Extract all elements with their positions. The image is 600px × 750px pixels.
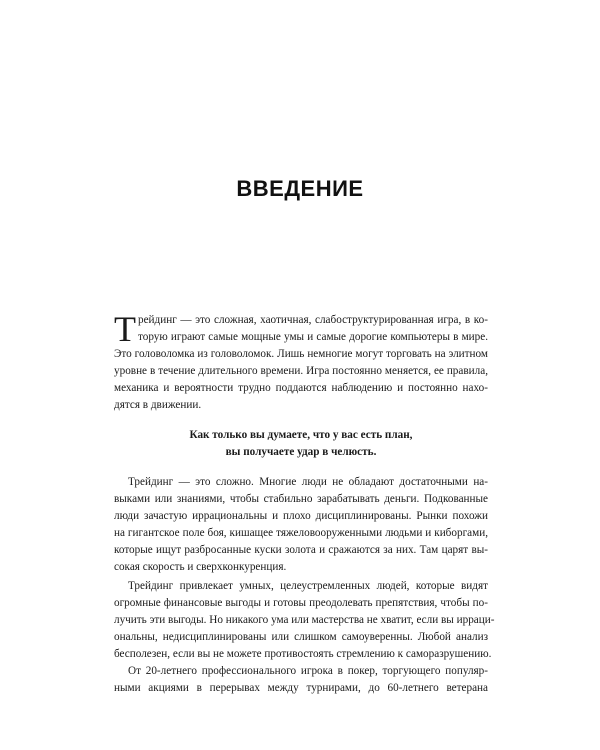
paragraph	[114, 578, 495, 663]
drop-cap: Т	[114, 309, 136, 349]
paragraph-line: выками или знаниями, чтобы стабильно зарабатывать деньги. Подкованные	[114, 493, 488, 505]
paragraph	[114, 663, 488, 697]
intro-line: рейдинг — это сложная, хаотичная, слабоструктурированная игра, в ко-	[138, 314, 488, 326]
paragraph-line: которые ищут разбросанные куски золота и сражаются за них. Там царят вы-	[114, 544, 488, 556]
paragraph-line: ными акциями в перерывах между турнирами, до 60-летнего ветерана	[114, 682, 488, 694]
intro-line: уровне в течение длительного времени. Игра постоянно меняется, ее правила,	[114, 365, 488, 377]
paragraph-line: на гигантское поле боя, кишащее тяжеловооруженными людьми и киборгами,	[114, 527, 488, 539]
paragraph-line: бесполезен, если вы не можете противостоять стремлению к саморазрушению.	[114, 648, 492, 660]
paragraph-line: ональны, недисциплинированы или слишком самоуверенны. Любой анализ	[114, 631, 488, 643]
intro-line: дятся в движении.	[114, 399, 202, 411]
intro-line: торую играют самые мощные умы и самые дорогие компьютеры в мире.	[138, 331, 488, 343]
paragraph	[114, 474, 488, 576]
intro-line: механика и вероятности трудно поддаются наблюдению и постоянно нахо-	[114, 382, 488, 394]
paragraph-line: огромные финансовые выгоды и готовы преодолевать препятствия, чтобы по-	[114, 597, 488, 609]
pull-quote-line: Как только вы думаете, что у вас есть план,	[189, 429, 413, 441]
pull-quote-line: вы получаете удар в челюсть.	[225, 446, 377, 458]
intro-line: Это головоломка из головоломок. Лишь немногие могут торговать на элитном	[114, 348, 488, 360]
paragraph-line: лучить эти выгоды. Но никакого ума или мастерства не хватит, если вы ирраци-	[114, 614, 495, 626]
intro-paragraph	[114, 309, 488, 414]
paragraph-line: Трейдинг — это сложно. Многие люди не обладают достаточными на-	[128, 476, 488, 488]
paragraph-line: люди зачастую иррациональны и плохо дисциплинированы. Рынки похожи	[114, 510, 488, 522]
paragraph-line: Трейдинг привлекает умных, целеустремленных людей, которые видят	[128, 580, 488, 592]
paragraph-line: сокая скорость и сверхконкуренция.	[114, 561, 287, 573]
body-text	[114, 309, 495, 697]
paragraph-line: От 20-летнего профессионального игрока в покер, торгующего популяр-	[128, 665, 488, 677]
pull-quote	[114, 427, 488, 461]
chapter-title: ВВЕДЕНИЕ	[236, 176, 364, 201]
